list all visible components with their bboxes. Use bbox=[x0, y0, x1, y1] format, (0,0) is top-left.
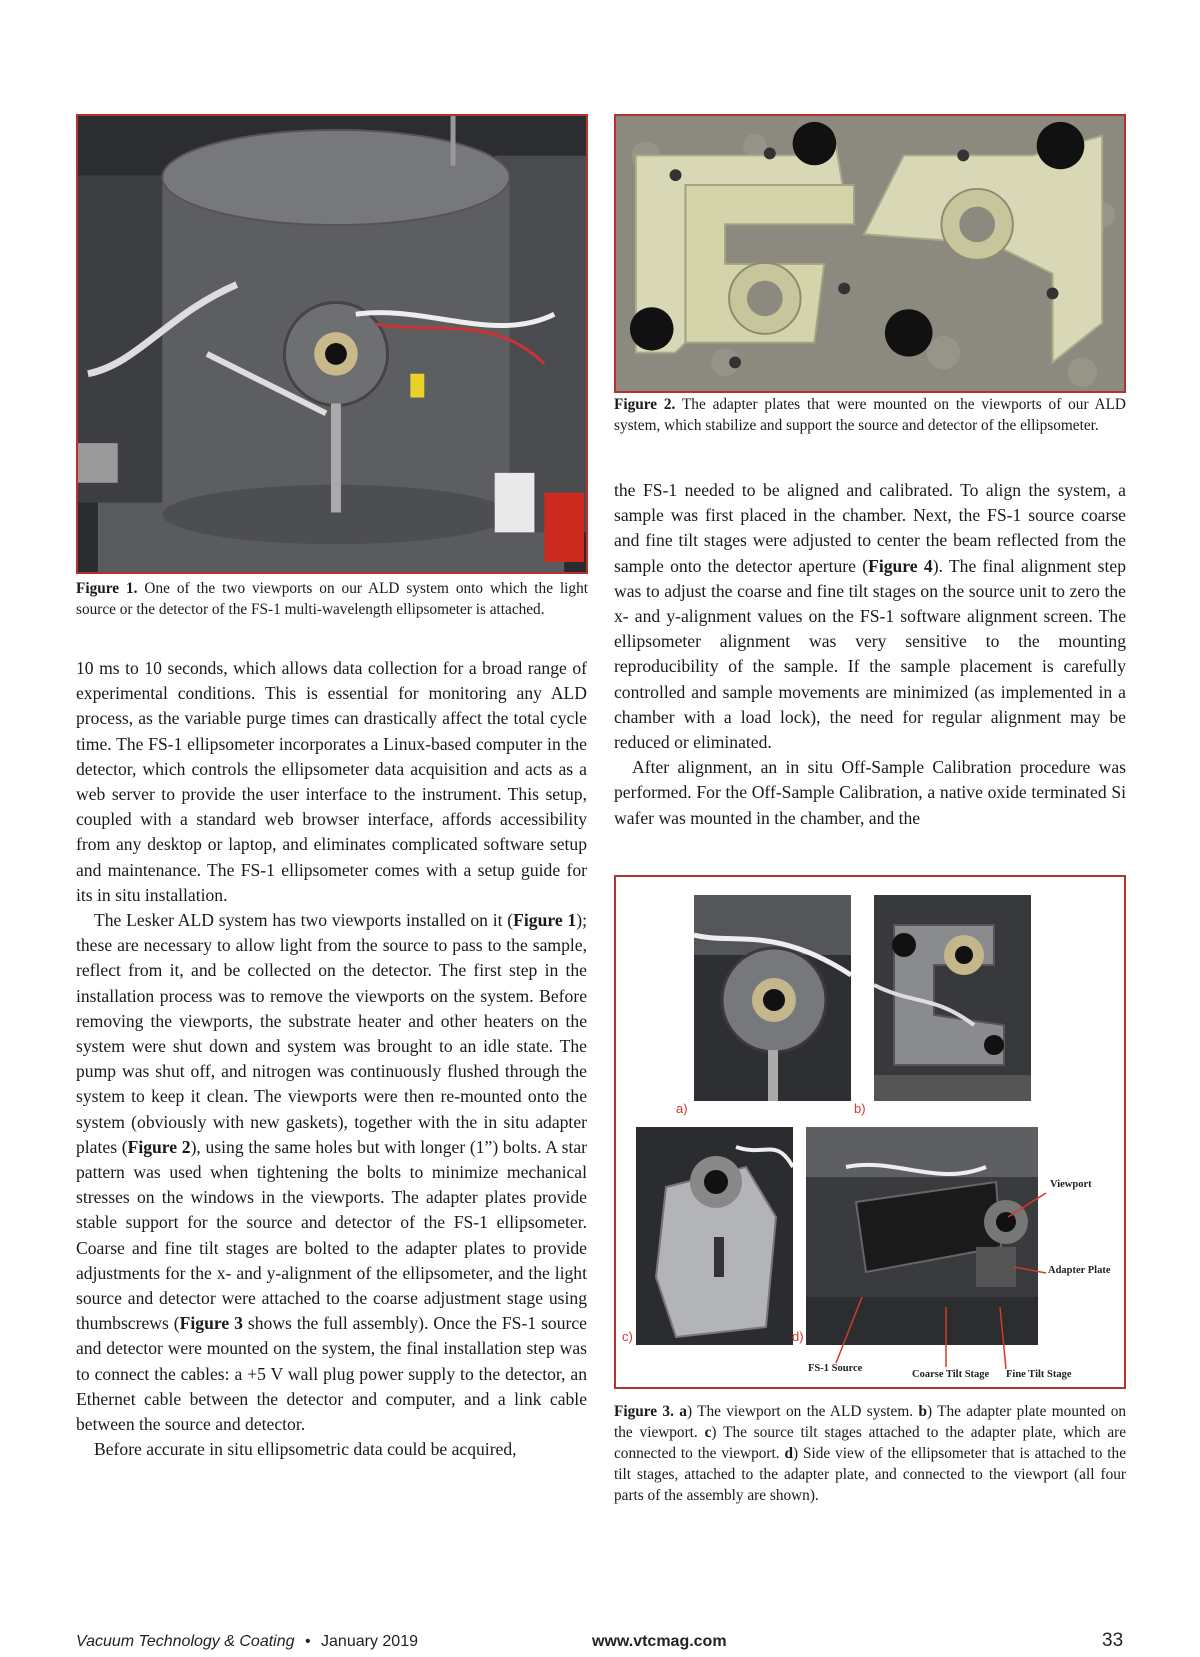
left-paragraph-3: Before accurate in situ ellipsometric data could be acquired, bbox=[94, 1439, 517, 1460]
figure-2-caption-label: Figure 2. bbox=[614, 396, 676, 413]
caption-c-text: ) The source tilt stages attached to the adapter plate, which are connected to the viewport. bbox=[614, 1424, 1126, 1462]
figure-3-panel-d bbox=[806, 1127, 1038, 1345]
right-paragraph-1-part-a: the FS-1 needed to be aligned and calibrated. To align the system, a sample was first placed in the chamber. Next, the FS-1 source coarse and fine tilt stages were adjusted to center the beam reflected from the sample onto the detector aperture ( bbox=[614, 480, 1126, 576]
left-paragraph-2-part-d: shows the full assembly). Once the FS-1 source and detector were mounted on the system, the final installation step was to connect the cables: a +5 V wall plug power supply to the detector, an Ethernet cable between the detector and computer, and a link cable between the source and detector. bbox=[76, 1313, 587, 1435]
figure-3-panel-c bbox=[636, 1127, 793, 1345]
annotation-fine-tilt-stage: Fine Tilt Stage bbox=[1006, 1369, 1072, 1380]
caption-d-label: d bbox=[784, 1445, 793, 1462]
figure-1-caption-label: Figure 1. bbox=[76, 580, 138, 597]
caption-b-text: ) The adapter plate mounted on the viewport. bbox=[614, 1403, 1126, 1441]
annotation-fs1-source: FS-1 Source bbox=[808, 1363, 863, 1374]
figure-3-label-c: c) bbox=[622, 1329, 633, 1344]
figure-3-panel-a bbox=[694, 895, 851, 1101]
left-paragraph-2-part-b: ); these are necessary to allow light from the source to pass to the sample, reflect from it, and be collected on the detector. The first step in the installation process was to remove the viewports on the system. Before removing the viewports, the substrate heater and other heaters on the system were shut down and system was brought to an idle state. The pump was shut off, and nitrogen was continuously flushed through the system to keep it clean. The viewports were then re-mounted onto the system (obviously with new gaskets), together with the in situ adapter plates ( bbox=[76, 910, 587, 1157]
caption-a-text: ) The viewport on the ALD system. bbox=[686, 1403, 919, 1420]
left-paragraph-2-part-c: ), using the same holes but with longer (1”) bolts. A star pattern was used when tightening the bolts to minimize mechanical stresses on the windows in the viewports. The adapter plates provide stable support for the source and detector of the FS-1 ellipsometer. Coarse and fine tilt stages are bolted to the adapter plates to provide adjustments for the x- and y-alignment of the ellipsometer, and the light source and detector were attached to the coarse adjustment stage using thumbscrews ( bbox=[76, 1136, 588, 1334]
figure-1-caption bbox=[76, 578, 588, 620]
caption-b-label: b bbox=[918, 1403, 927, 1420]
figure-3-label-b: b) bbox=[854, 1101, 866, 1116]
figure-2-caption-text: The adapter plates that were mounted on the viewports of our ALD system, which stabilize and support the source and detector of the ellipsometer. bbox=[614, 396, 1126, 434]
figure-3-label-a: a) bbox=[676, 1101, 688, 1116]
caption-c-label: c bbox=[704, 1424, 712, 1441]
footer-publication-name: Vacuum Technology & Coating bbox=[76, 1633, 295, 1650]
footer-url[interactable]: www.vtcmag.com bbox=[592, 1633, 727, 1650]
annotation-coarse-tilt-stage: Coarse Tilt Stage bbox=[912, 1369, 990, 1380]
figure-1-photo bbox=[76, 114, 588, 574]
footer-page-number: 33 bbox=[1102, 1630, 1124, 1651]
footer-date: January 2019 bbox=[321, 1633, 418, 1650]
caption-a-label: a bbox=[679, 1403, 687, 1420]
figure-2-reference: Figure 2 bbox=[127, 1136, 191, 1157]
figure-3-caption-label: Figure 3. bbox=[614, 1403, 674, 1420]
caption-d-text: ) Side view of the ellipsometer that is attached to the tilt stages, attached to the adapter plate, and connected to the viewport (all four parts of the assembly are shown). bbox=[614, 1445, 1126, 1504]
right-paragraph-2: After alignment, an in situ Off-Sample Calibration procedure was performed. For the Off-Sample Calibration, a native oxide terminated Si wafer was mounted in the chamber, and the bbox=[614, 757, 1126, 828]
annotation-viewport: Viewport bbox=[1050, 1179, 1092, 1190]
figure-3-label-d: d) bbox=[792, 1329, 804, 1344]
figure-2-photo bbox=[614, 114, 1126, 393]
figure-3-reference: Figure 3 bbox=[179, 1313, 243, 1334]
right-column-text bbox=[614, 478, 1126, 831]
left-paragraph-2-part-a: The Lesker ALD system has two viewports installed on it ( bbox=[94, 910, 514, 931]
footer-separator: • bbox=[304, 1633, 311, 1650]
figure-3-panel-b bbox=[874, 895, 1031, 1101]
left-paragraph-1: 10 ms to 10 seconds, which allows data collection for a broad range of experimental conditions. This is essential for monitoring any ALD process, as the variable purge times can drastically affect the total cycle time. The FS-1 ellipsometer incorporates a Linux-based computer in the detector, which controls the ellipsometer data acquisition and acts as a web server to provide the user interface to the instrument. This setup, coupled with a standard web browser interface, affords accessibility from any desktop or laptop, and eliminates complicated software setup and maintenance. The FS-1 ellipsometer comes with a setup guide for its in situ installation. bbox=[76, 658, 587, 905]
left-paragraph-2 bbox=[76, 908, 587, 1437]
figure-1-caption-text: One of the two viewports on our ALD system onto which the light source or the detector of the FS-1 multi-wavelength ellipsometer is attached. bbox=[76, 580, 588, 618]
annotation-adapter-plate: Adapter Plate bbox=[1048, 1265, 1111, 1276]
figure-1-reference: Figure 1 bbox=[513, 910, 577, 931]
figure-4-reference: Figure 4 bbox=[868, 555, 933, 576]
figure-2-caption bbox=[614, 394, 1126, 436]
figure-3-caption bbox=[614, 1401, 1126, 1506]
figure-3-composite bbox=[614, 875, 1126, 1389]
right-paragraph-1 bbox=[614, 478, 1126, 755]
right-paragraph-1-part-b: ). The final alignment step was to adjust the coarse and fine tilt stages on the source unit to zero the x- and y-alignment values on the FS-1 software alignment screen. The ellipsometer alignment was very sensitive to the mounting reproducibility of the sample. If the sample placement is carefully controlled and sample movements are minimized (as implemented in a chamber with a load lock), the need for regular alignment may be reduced or eliminated. bbox=[614, 555, 1126, 753]
footer-publication bbox=[76, 1633, 418, 1651]
left-column-text bbox=[76, 656, 587, 1463]
